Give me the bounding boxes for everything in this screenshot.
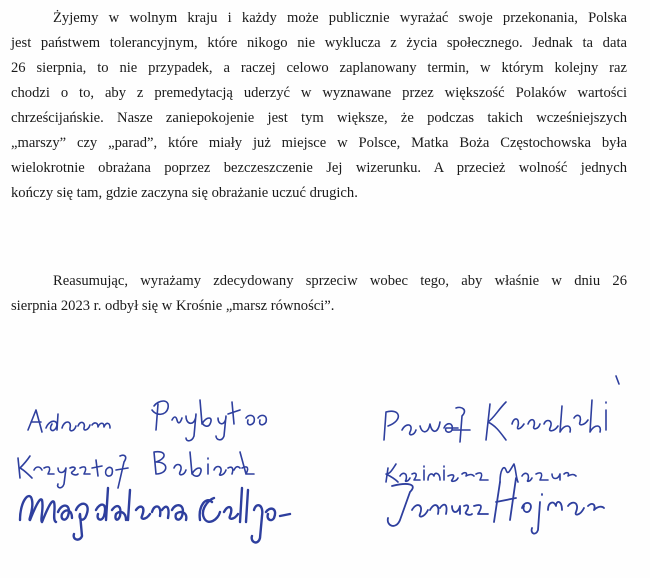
signature-adam (28, 410, 110, 432)
text-line: „marszy” czy „parad”, które miały już miejsce w Polsce, Matka Boża Częstochowska była (11, 135, 627, 151)
signature-janusz-hejmar (388, 478, 604, 534)
text-line: wielokrotnie obrażana poprzez bezczeszczenie Jej wizerunku. A przecież wolność jednych (11, 160, 627, 176)
signatures-svg (0, 370, 650, 578)
text-line: Żyjemy w wolnym kraju i każdy może publicznie wyrażać swoje przekonania, Polska (53, 10, 627, 26)
ink-mark (616, 376, 619, 384)
text-line: Reasumując, wyrażamy zdecydowany sprzeciw wobec tego, aby właśnie w dniu 26 (53, 273, 627, 289)
text-line: chodzi o to, aby z premedytacją uderzyć w wyznawane przez większość Polaków wartości (11, 85, 627, 101)
paragraph-2 (11, 269, 627, 319)
text-line: kończy się tam, gdzie zaczyna się obrażanie uczuć drugich. (11, 185, 358, 201)
signature-pawel-krasnicki (384, 400, 606, 442)
signatures-area (0, 370, 650, 578)
text-line: 26 sierpnia, to nie przypadek, a raczej celowo zaplanowany termin, w którym kolejny raz (11, 60, 627, 76)
text-line: chrześcijańskie. Nasze zaniepokojenie jest tym większe, że podczas takich wcześniejszych (11, 110, 627, 126)
signature-magdalena (20, 488, 290, 542)
signature-przybylo (152, 400, 266, 441)
text-line: jest państwem tolerancyjnym, które nikogo nie wyklucza z życia społecznego. Jednak ta data (11, 35, 627, 51)
signature-krzysztof-babiarz (18, 452, 254, 488)
signature-kazimierz-mazur (386, 464, 576, 482)
paragraph-1 (11, 6, 627, 206)
text-line: sierpnia 2023 r. odbył się w Krośnie „marsz równości”. (11, 298, 335, 314)
